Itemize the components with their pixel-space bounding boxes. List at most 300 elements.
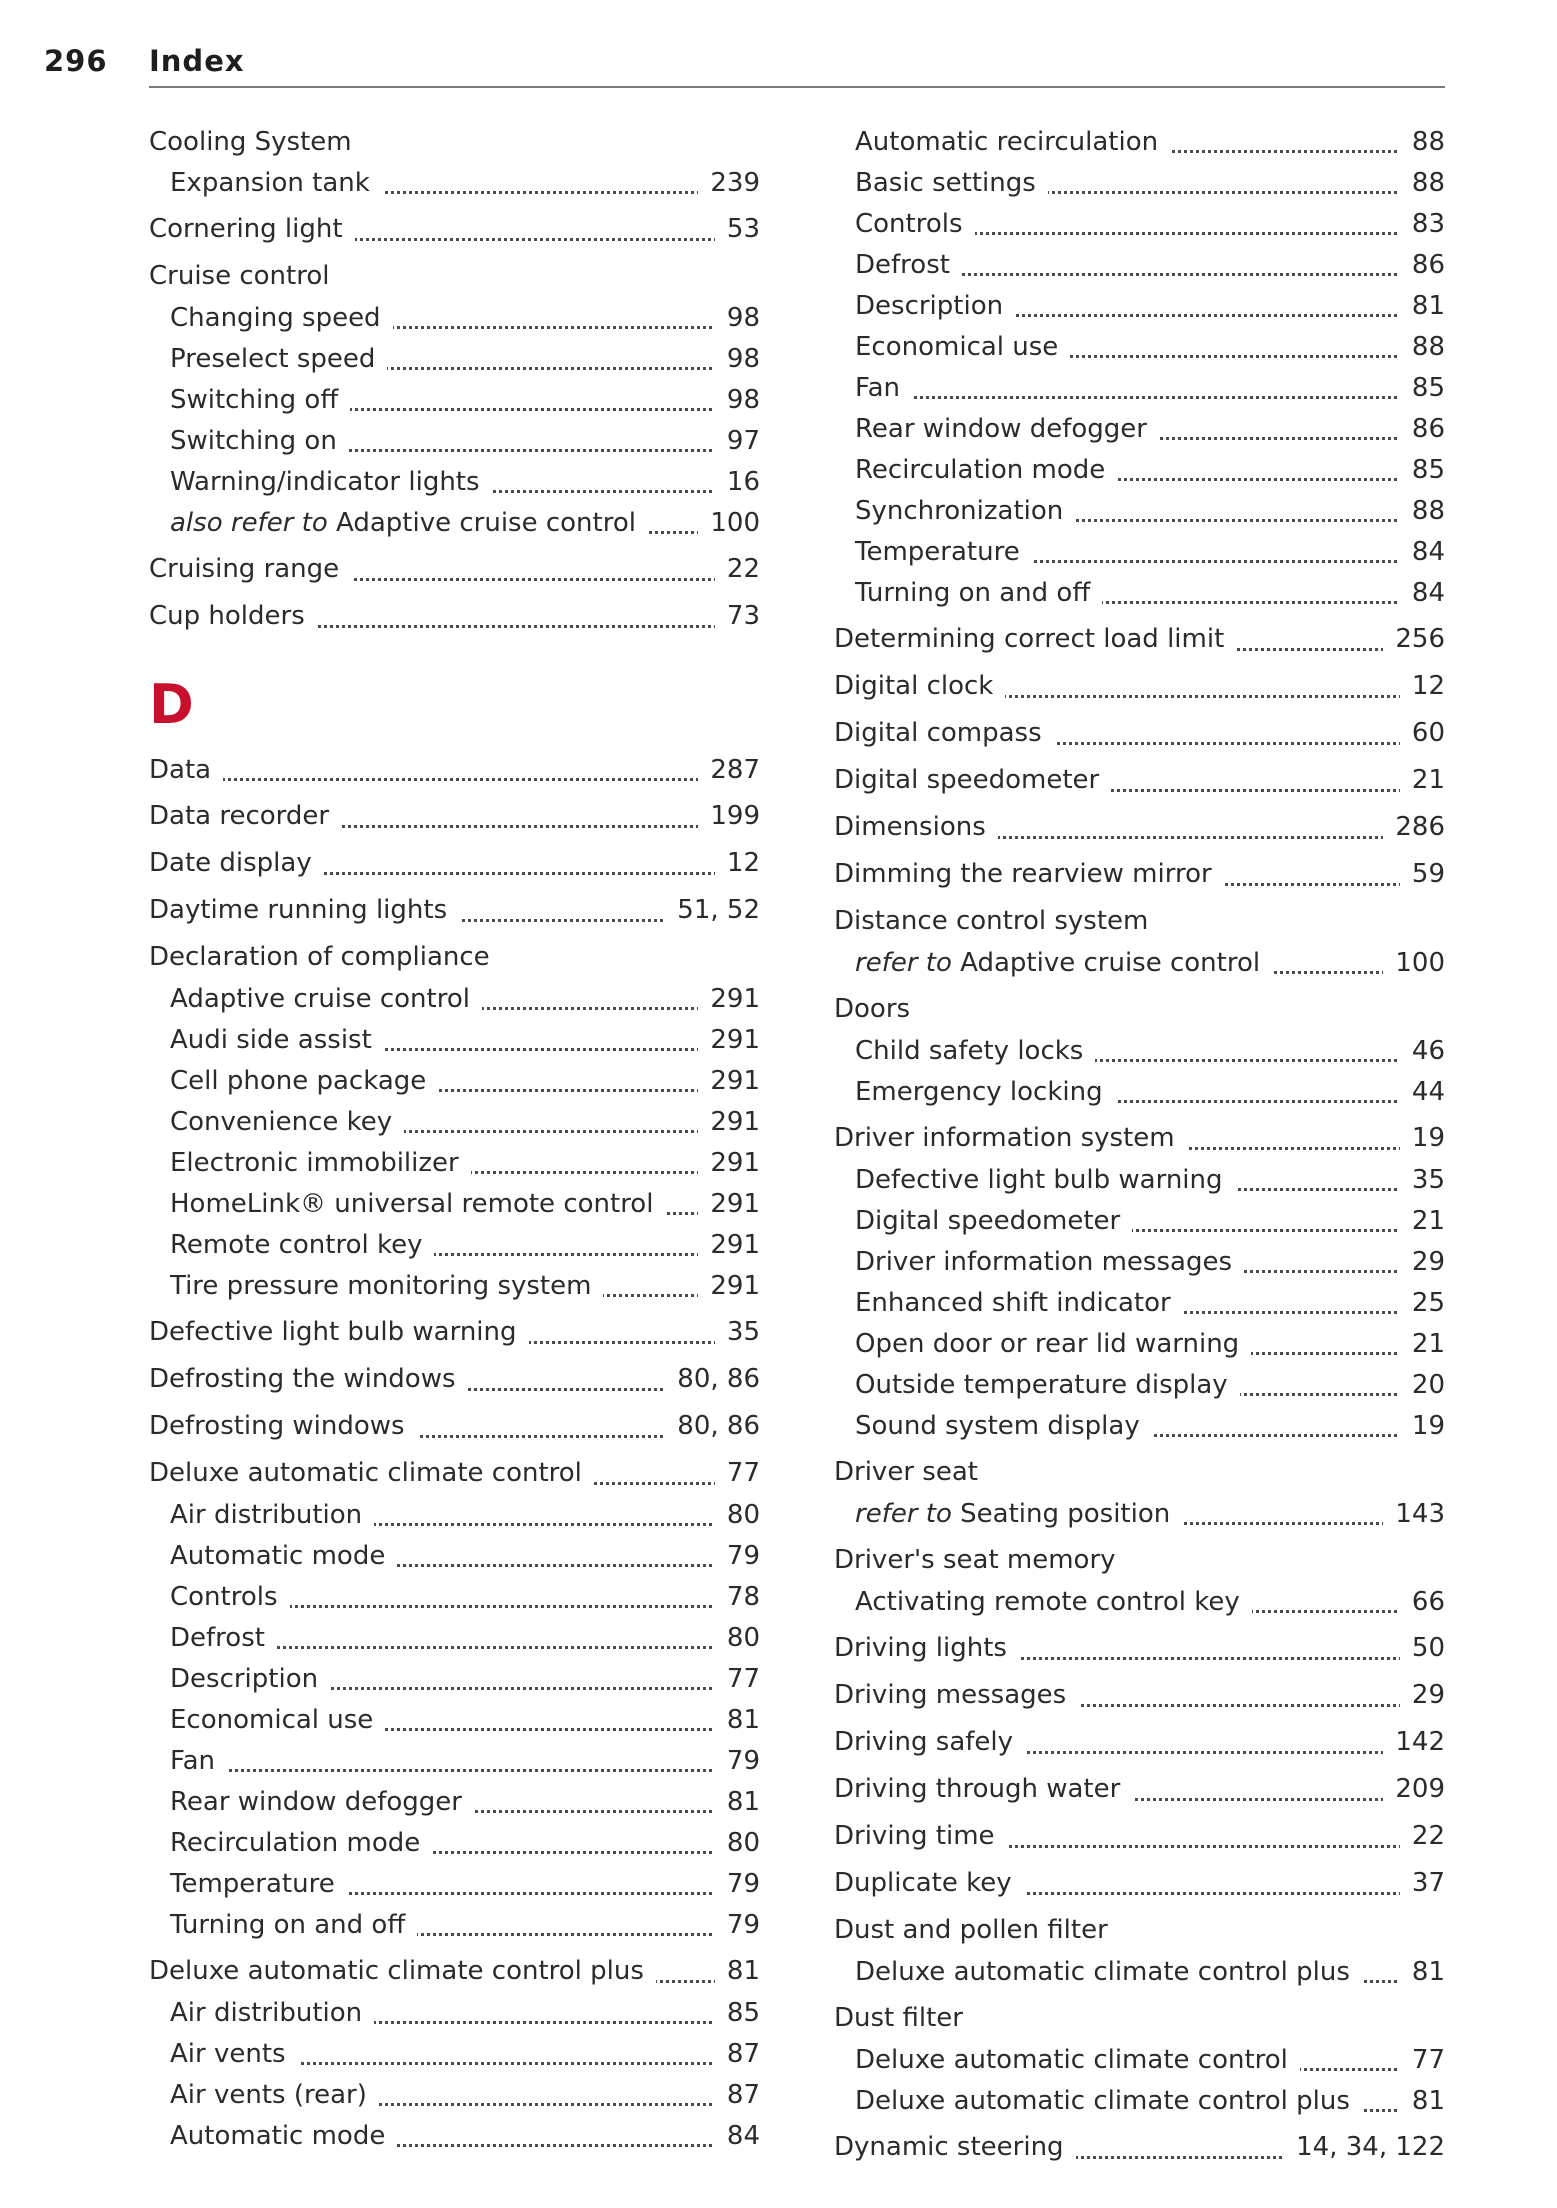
cross-reference-prefix: refer to <box>855 948 952 978</box>
index-subentry <box>149 1536 760 1577</box>
page-number: 296 <box>44 44 108 78</box>
page-reference[interactable]: 100 <box>1383 943 1445 984</box>
entry-text: Turning on and off <box>170 1910 406 1940</box>
index-entry <box>834 805 1445 849</box>
entry-label <box>834 859 1224 889</box>
index-subentry <box>834 1242 1445 1283</box>
page-reference[interactable]: 22 <box>715 547 760 591</box>
entry-text: Defective light bulb warning <box>149 1317 517 1347</box>
index-entry <box>834 1861 1445 1905</box>
index-subentry <box>834 2081 1445 2122</box>
index-subentry <box>149 421 760 462</box>
index-entry <box>149 935 760 979</box>
page-reference[interactable]: 88 <box>1400 491 1445 532</box>
index-subentry <box>149 1823 760 1864</box>
entry-label <box>170 1664 330 1694</box>
entry-text: Automatic recirculation <box>855 127 1159 157</box>
section-letter: D <box>149 673 194 736</box>
entry-label <box>170 1787 474 1817</box>
entry-label <box>149 848 324 878</box>
index-entry <box>149 750 760 791</box>
entry-text: Cruising range <box>149 554 340 584</box>
entry-label <box>855 1077 1115 1107</box>
index-subentry <box>834 1494 1445 1535</box>
page-reference[interactable]: 291 <box>698 1061 760 1102</box>
entry-text: Economical use <box>170 1705 374 1735</box>
index-subentry <box>149 503 760 544</box>
entry-text: Driver's seat memory <box>834 1545 1116 1575</box>
page-reference[interactable]: 22 <box>1400 1814 1445 1858</box>
page-reference[interactable]: 88 <box>1400 327 1445 368</box>
entry-label <box>170 303 393 333</box>
page-reference[interactable]: 35 <box>715 1310 760 1354</box>
index-entry <box>149 1404 760 1448</box>
index-subentry <box>834 1201 1445 1242</box>
entry-label <box>834 1123 1187 1153</box>
entry-text: Open door or rear lid warning <box>855 1329 1240 1359</box>
page-reference[interactable]: 77 <box>715 1451 760 1495</box>
entry-label <box>834 812 998 842</box>
dot-leader <box>149 778 760 781</box>
entry-label <box>170 1869 347 1899</box>
entry-text: Cruise control <box>149 261 330 291</box>
index-subentry <box>149 979 760 1020</box>
entry-text: Data recorder <box>149 801 330 831</box>
page-reference[interactable]: 80 <box>715 1495 760 1536</box>
entry-label <box>834 1680 1078 1710</box>
cross-reference-prefix: also refer to <box>170 508 328 538</box>
entry-label <box>149 554 351 584</box>
entry-text: Adaptive cruise control <box>336 508 636 538</box>
page-reference[interactable]: 85 <box>715 1993 760 2034</box>
entry-text: Description <box>855 291 1004 321</box>
index-entry <box>834 1673 1445 1717</box>
entry-label <box>855 1165 1235 1195</box>
page-reference[interactable]: 100 <box>698 503 760 544</box>
index-entry <box>834 711 1445 755</box>
page-reference[interactable]: 20 <box>1400 1365 1445 1406</box>
entry-label <box>855 2045 1300 2075</box>
index-subentry <box>834 122 1445 163</box>
page-reference[interactable]: 239 <box>698 163 760 204</box>
entry-label <box>149 1956 656 1986</box>
page-reference[interactable]: 256 <box>1383 617 1445 661</box>
entry-label <box>855 1329 1251 1359</box>
entry-label <box>834 994 922 1024</box>
page-reference[interactable]: 51, 52 <box>665 888 760 932</box>
entry-text: Air distribution <box>170 1998 363 2028</box>
index-subentry <box>834 1031 1445 1072</box>
entry-label <box>834 1727 1025 1757</box>
page-reference[interactable]: 291 <box>698 979 760 1020</box>
entry-label <box>170 1998 374 2028</box>
entry-text: Expansion tank <box>170 168 370 198</box>
entry-text: Dimming the rearview mirror <box>834 859 1212 889</box>
entry-label <box>834 1915 1120 1945</box>
index-subentry <box>149 1700 760 1741</box>
entry-label <box>170 1828 432 1858</box>
page-reference[interactable]: 79 <box>715 1905 760 1946</box>
index-subentry <box>834 943 1445 984</box>
page-reference[interactable]: 81 <box>1400 286 1445 327</box>
entry-text: Determining correct load limit <box>834 624 1225 654</box>
page-title: Index <box>149 44 245 78</box>
entry-text: Cooling System <box>149 127 352 157</box>
entry-label <box>834 2003 975 2033</box>
page-reference[interactable]: 83 <box>1400 204 1445 245</box>
page-reference[interactable]: 21 <box>1400 758 1445 802</box>
entry-label <box>149 1411 417 1441</box>
entry-text: Child safety locks <box>855 1036 1084 1066</box>
index-subentry <box>834 1406 1445 1447</box>
entry-text: Air vents <box>170 2039 286 2069</box>
index-subentry <box>149 1741 760 1782</box>
index-subentry <box>834 1952 1445 1993</box>
index-entry <box>149 1451 760 1495</box>
page-reference[interactable]: 98 <box>715 380 760 421</box>
page-reference[interactable]: 85 <box>1400 368 1445 409</box>
entry-label <box>170 2039 298 2069</box>
entry-text: Data <box>149 755 212 785</box>
entry-label <box>834 1545 1128 1575</box>
index-entry <box>834 1720 1445 1764</box>
entry-text: Air vents (rear) <box>170 2080 367 2110</box>
entry-text: Automatic mode <box>170 2121 386 2151</box>
entry-label <box>855 948 1272 978</box>
page-reference[interactable]: 98 <box>715 298 760 339</box>
entry-text: Cell phone package <box>170 1066 427 1096</box>
page-reference[interactable]: 35 <box>1400 1160 1445 1201</box>
page-reference[interactable]: 84 <box>715 2116 760 2157</box>
page-reference[interactable]: 21 <box>1400 1201 1445 1242</box>
entry-label <box>855 455 1117 485</box>
page-reference[interactable]: 12 <box>715 841 760 885</box>
index-subentry <box>834 204 1445 245</box>
index-entry <box>834 1538 1445 1582</box>
index-subentry <box>834 491 1445 532</box>
page-reference[interactable]: 19 <box>1400 1406 1445 1447</box>
index-entry <box>834 1908 1445 1952</box>
entry-text: Dynamic steering <box>834 2132 1064 2162</box>
entry-label <box>855 127 1170 157</box>
entry-text: Controls <box>170 1582 278 1612</box>
entry-label <box>170 467 492 497</box>
entry-label <box>855 1499 1182 1529</box>
page-reference[interactable]: 79 <box>715 1741 760 1782</box>
index-entry <box>149 1310 760 1354</box>
entry-label <box>855 537 1032 567</box>
index-subentry <box>149 1618 760 1659</box>
page-reference[interactable]: 60 <box>1400 711 1445 755</box>
page-reference[interactable]: 84 <box>1400 532 1445 573</box>
entry-text: Duplicate key <box>834 1868 1012 1898</box>
entry-text: Changing speed <box>170 303 381 333</box>
entry-text: Doors <box>834 994 911 1024</box>
entry-text: Enhanced shift indicator <box>855 1288 1171 1318</box>
entry-label <box>149 895 459 925</box>
page-reference[interactable]: 80, 86 <box>665 1357 760 1401</box>
entry-text: Deluxe automatic climate control <box>855 2045 1288 2075</box>
entry-label <box>834 2132 1076 2162</box>
entry-text: Warning/indicator lights <box>170 467 480 497</box>
entry-label <box>834 1821 1007 1851</box>
entry-label <box>170 1066 438 1096</box>
index-subentry <box>834 409 1445 450</box>
page-reference[interactable]: 59 <box>1400 852 1445 896</box>
entry-label <box>170 1230 434 1260</box>
index-subentry <box>149 1993 760 2034</box>
entry-text: Driving through water <box>834 1774 1121 1804</box>
entry-text: Driving safely <box>834 1727 1014 1757</box>
index-subentry <box>834 1365 1445 1406</box>
page-reference[interactable]: 79 <box>715 1536 760 1577</box>
entry-label <box>170 508 648 538</box>
entry-text: Driving lights <box>834 1633 1007 1663</box>
entry-text: Switching on <box>170 426 337 456</box>
page-reference[interactable]: 291 <box>698 1102 760 1143</box>
page-reference[interactable]: 84 <box>1400 573 1445 614</box>
index-entry <box>149 841 760 885</box>
index-entry <box>834 1116 1445 1160</box>
entry-text: Recirculation mode <box>855 455 1106 485</box>
entry-label <box>149 1364 468 1394</box>
entry-text: Defective light bulb warning <box>855 1165 1223 1195</box>
page-reference[interactable]: 98 <box>715 339 760 380</box>
entry-label <box>855 332 1070 362</box>
entry-text: Sound system display <box>855 1411 1140 1441</box>
entry-text: Driver information messages <box>855 1247 1232 1277</box>
entry-text: Basic settings <box>855 168 1036 198</box>
page-reference[interactable]: 81 <box>1400 2081 1445 2122</box>
entry-label <box>834 1868 1024 1898</box>
index-entry <box>834 1814 1445 1858</box>
page-reference[interactable]: 46 <box>1400 1031 1445 1072</box>
index-subentry <box>834 1160 1445 1201</box>
index-entry <box>149 1949 760 1993</box>
entry-label <box>170 1705 385 1735</box>
page-reference[interactable]: 44 <box>1400 1072 1445 1113</box>
dot-leader <box>855 396 1445 399</box>
page-reference[interactable]: 80 <box>715 1823 760 1864</box>
page-reference[interactable]: 73 <box>715 594 760 638</box>
entry-text: Preselect speed <box>170 344 376 374</box>
index-subentry <box>149 1061 760 1102</box>
entry-text: Temperature <box>170 1869 335 1899</box>
index-entry <box>834 1626 1445 1670</box>
entry-text: Digital speedometer <box>834 765 1100 795</box>
page-reference[interactable]: 81 <box>715 1782 760 1823</box>
entry-label <box>834 624 1236 654</box>
page-reference[interactable]: 78 <box>715 1577 760 1618</box>
page-reference[interactable]: 97 <box>715 421 760 462</box>
page-reference[interactable]: 142 <box>1383 1720 1445 1764</box>
entry-text: Deluxe automatic climate control plus <box>855 1957 1350 1987</box>
page-reference[interactable]: 291 <box>698 1020 760 1061</box>
entry-text: Temperature <box>855 537 1020 567</box>
index-subentry <box>834 368 1445 409</box>
entry-label <box>855 1957 1362 1987</box>
index-entry <box>834 1996 1445 2040</box>
header-rule <box>149 86 1445 88</box>
index-entry <box>149 794 760 838</box>
page-reference[interactable]: 199 <box>698 794 760 838</box>
page-reference[interactable]: 66 <box>1400 1582 1445 1623</box>
index-entry <box>834 852 1445 896</box>
entry-label <box>170 984 482 1014</box>
entry-label <box>855 578 1102 608</box>
entry-text: Digital speedometer <box>855 1206 1121 1236</box>
index-entry <box>834 1450 1445 1494</box>
entry-label <box>149 942 502 972</box>
entry-label <box>149 261 341 291</box>
entry-label <box>149 755 223 785</box>
page-reference[interactable]: 81 <box>1400 1952 1445 1993</box>
entry-label <box>170 385 350 415</box>
entry-label <box>855 2086 1362 2116</box>
entry-text: Cornering light <box>149 214 343 244</box>
page-reference[interactable]: 50 <box>1400 1626 1445 1670</box>
page-reference[interactable]: 25 <box>1400 1283 1445 1324</box>
entry-text: Outside temperature display <box>855 1370 1228 1400</box>
index-subentry <box>149 2034 760 2075</box>
entry-label <box>170 426 349 456</box>
entry-text: Dimensions <box>834 812 986 842</box>
entry-text: Electronic immobilizer <box>170 1148 459 1178</box>
index-entry <box>834 617 1445 661</box>
page-reference[interactable]: 81 <box>715 1700 760 1741</box>
entry-text: Deluxe automatic climate control <box>149 1458 582 1488</box>
entry-label <box>170 168 382 198</box>
page-reference[interactable]: 21 <box>1400 1324 1445 1365</box>
page-reference[interactable]: 14, 34, 122 <box>1284 2125 1445 2169</box>
entry-label <box>170 1910 417 1940</box>
page-reference[interactable]: 79 <box>715 1864 760 1905</box>
entry-label <box>855 209 975 239</box>
entry-label <box>170 1746 227 1776</box>
entry-text: Defrost <box>855 250 950 280</box>
entry-text: Defrosting windows <box>149 1411 405 1441</box>
entry-text: Fan <box>855 373 900 403</box>
page-reference[interactable]: 291 <box>698 1225 760 1266</box>
entry-label <box>855 250 962 280</box>
entry-label <box>834 906 1160 936</box>
index-entry <box>149 122 760 163</box>
index-subentry <box>149 2116 760 2157</box>
page-reference[interactable]: 77 <box>715 1659 760 1700</box>
page-reference[interactable]: 80 <box>715 1618 760 1659</box>
page-reference[interactable]: 86 <box>1400 409 1445 450</box>
entry-label <box>170 2080 379 2110</box>
entry-text: Driver seat <box>834 1457 978 1487</box>
entry-text: Rear window defogger <box>855 414 1147 444</box>
index-subentry <box>149 462 760 503</box>
entry-text: Adaptive cruise control <box>170 984 470 1014</box>
page-reference[interactable]: 29 <box>1400 1242 1445 1283</box>
cross-reference-prefix: refer to <box>855 1499 952 1529</box>
entry-label <box>855 1206 1132 1236</box>
page-reference[interactable]: 77 <box>1400 2040 1445 2081</box>
index-subentry <box>149 1905 760 1946</box>
index-column-right <box>834 122 1445 2169</box>
entry-label <box>170 1500 374 1530</box>
entry-label <box>855 1587 1252 1617</box>
index-subentry <box>149 2075 760 2116</box>
entry-label <box>855 414 1159 444</box>
entry-text: Emergency locking <box>855 1077 1103 1107</box>
entry-text: Switching off <box>170 385 339 415</box>
entry-text: Audi side assist <box>170 1025 372 1055</box>
page-reference[interactable]: 12 <box>1400 664 1445 708</box>
page-reference[interactable]: 143 <box>1383 1494 1445 1535</box>
index-subentry <box>834 2040 1445 2081</box>
index-subentry <box>149 1659 760 1700</box>
entry-label <box>834 1774 1132 1804</box>
entry-label <box>149 1317 529 1347</box>
index-subentry <box>834 245 1445 286</box>
index-subentry <box>834 1324 1445 1365</box>
index-column-left <box>149 122 760 2157</box>
page-reference[interactable]: 19 <box>1400 1116 1445 1160</box>
page-reference[interactable]: 209 <box>1383 1767 1445 1811</box>
page-reference[interactable]: 88 <box>1400 163 1445 204</box>
index-subentry <box>149 1225 760 1266</box>
page-reference[interactable]: 53 <box>715 207 760 251</box>
page-reference[interactable]: 291 <box>698 1266 760 1307</box>
entry-label <box>855 168 1048 198</box>
page-reference[interactable]: 80, 86 <box>665 1404 760 1448</box>
index-entry <box>834 899 1445 943</box>
entry-text: Driving time <box>834 1821 995 1851</box>
page-reference[interactable]: 85 <box>1400 450 1445 491</box>
entry-label <box>170 344 387 374</box>
page-reference[interactable]: 86 <box>1400 245 1445 286</box>
entry-label <box>149 801 341 831</box>
page-reference[interactable]: 287 <box>698 750 760 791</box>
entry-label <box>855 1288 1183 1318</box>
index-entry <box>149 547 760 591</box>
index-entry <box>834 2125 1445 2169</box>
entry-label <box>170 1107 404 1137</box>
page-reference[interactable]: 286 <box>1383 805 1445 849</box>
index-entry <box>149 888 760 932</box>
entry-text: Date display <box>149 848 312 878</box>
entry-label <box>170 2121 397 2151</box>
entry-text: Dust and pollen filter <box>834 1915 1108 1945</box>
page-reference[interactable]: 291 <box>698 1143 760 1184</box>
entry-label <box>170 1541 397 1571</box>
page-reference[interactable]: 29 <box>1400 1673 1445 1717</box>
index-subentry <box>834 1283 1445 1324</box>
index-entry <box>149 1357 760 1401</box>
page-reference[interactable]: 87 <box>715 2034 760 2075</box>
entry-label <box>170 1025 384 1055</box>
entry-text: Driver information system <box>834 1123 1175 1153</box>
entry-text: Driving messages <box>834 1680 1067 1710</box>
page-reference[interactable]: 88 <box>1400 122 1445 163</box>
entry-label <box>834 1457 990 1487</box>
page-reference[interactable]: 87 <box>715 2075 760 2116</box>
entry-label <box>855 496 1075 526</box>
page-reference[interactable]: 291 <box>698 1184 760 1225</box>
entry-text: Convenience key <box>170 1107 393 1137</box>
index-subentry <box>834 327 1445 368</box>
index-subentry <box>834 532 1445 573</box>
page-reference[interactable]: 16 <box>715 462 760 503</box>
page-reference[interactable]: 37 <box>1400 1861 1445 1905</box>
index-subentry <box>149 1143 760 1184</box>
page-reference[interactable]: 81 <box>715 1949 760 1993</box>
entry-label <box>855 1370 1240 1400</box>
